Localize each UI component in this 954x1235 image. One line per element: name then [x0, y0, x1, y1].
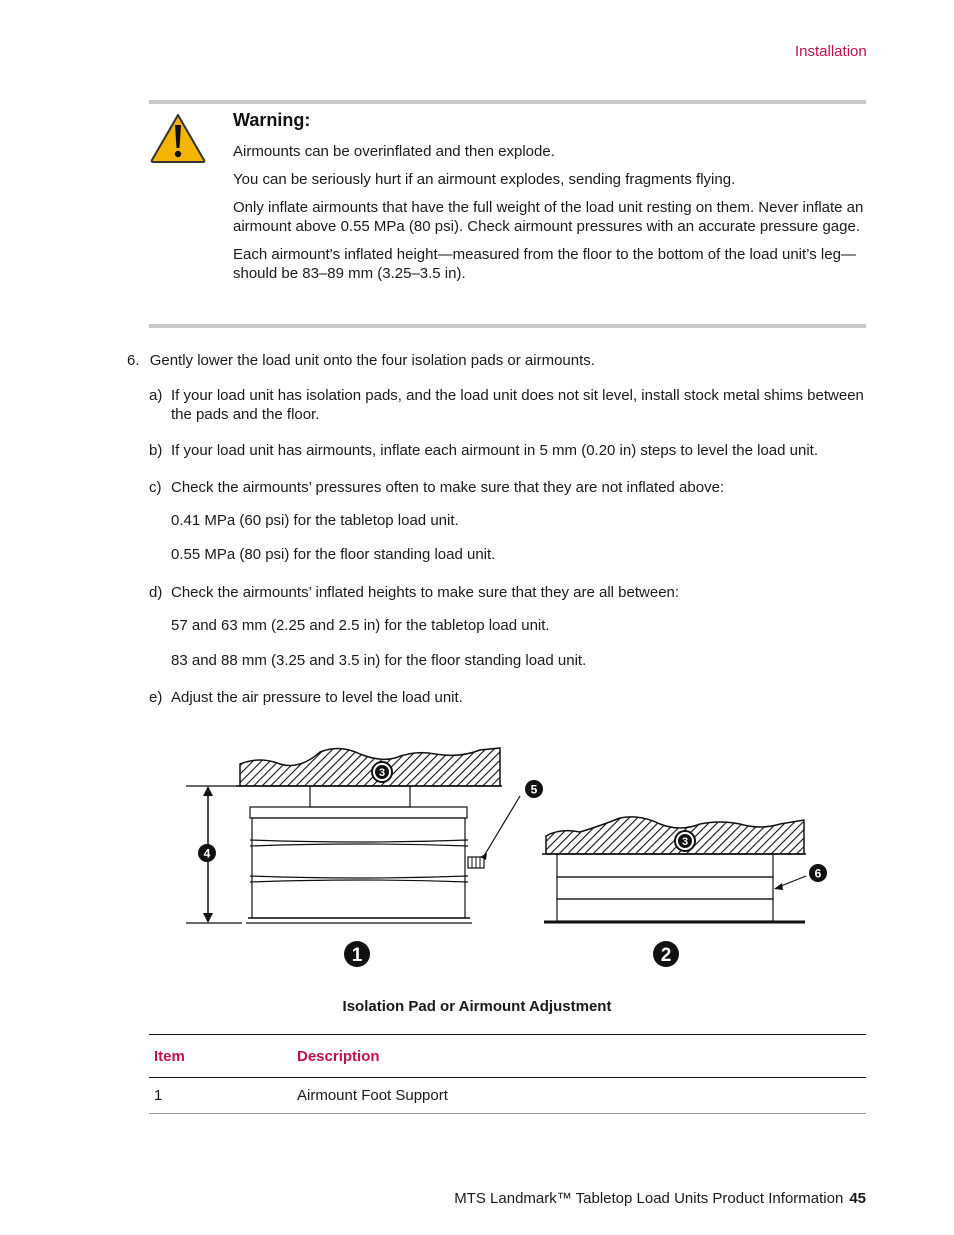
substep-c: [149, 478, 867, 497]
table-header-row: [149, 1035, 866, 1077]
callout-1: [344, 941, 370, 967]
airmount-foot-support-diagram: [186, 748, 520, 923]
callout-3: [675, 831, 695, 851]
warning-paragraph: Each airmount's inflated height—measured from the floor to the bottom of the load unit’s leg—should be 83–89 mm (3.25–3.5 in).: [233, 246, 856, 282]
substep-c-item: 0.55 MPa (80 psi) for the floor standing load unit.: [171, 546, 496, 563]
svg-text:3: 3: [378, 767, 386, 779]
table-row: [149, 1078, 866, 1113]
figure-caption: Isolation Pad or Airmount Adjustment: [342, 998, 612, 1015]
callout-4: [198, 844, 216, 862]
step-number: 6.: [127, 352, 140, 369]
substep-label: a): [149, 387, 163, 404]
page-number: 45: [849, 1190, 866, 1207]
substep-c-item: 0.41 MPa (60 psi) for the tabletop load unit.: [171, 512, 459, 529]
substep-label: c): [149, 479, 162, 496]
substep-e: [149, 688, 867, 707]
page-footer: [454, 1190, 866, 1207]
substep-label: e): [149, 689, 163, 706]
substep-text: If your load unit has isolation pads, and the load unit does not sit level, install stock metal shims between the pads and the floor.: [171, 387, 864, 423]
svg-text:2: 2: [660, 945, 672, 966]
table-cell-item: 1: [154, 1087, 163, 1104]
airmount-body: [252, 818, 465, 918]
table-bottom-rule: [149, 1113, 866, 1114]
substep-d: [149, 583, 867, 602]
svg-text:6: 6: [814, 866, 822, 881]
section-header: Installation: [795, 43, 867, 60]
leg-block: [310, 786, 410, 807]
svg-text:4: 4: [203, 846, 211, 861]
step-6: [127, 352, 595, 369]
footer-title: MTS Landmark™ Tabletop Load Units Product Information: [454, 1190, 844, 1207]
warning-title: Warning:: [233, 110, 311, 130]
table-cell-description: Airmount Foot Support: [297, 1087, 448, 1104]
svg-text:3: 3: [681, 836, 689, 848]
isolation-pad-diagram: [542, 817, 806, 922]
callout-6: [809, 864, 827, 882]
callout-5: [525, 780, 543, 798]
substep-d-item: 57 and 63 mm (2.25 and 2.5 in) for the tabletop load unit.: [171, 617, 550, 634]
warning-paragraph: You can be seriously hurt if an airmount explodes, sending fragments flying.: [233, 171, 736, 188]
warning-bottom-rule: [149, 324, 866, 328]
svg-text:1: 1: [351, 945, 363, 966]
airmount-adjustment-figure: [180, 740, 820, 980]
callout-3: [372, 762, 392, 782]
warning-paragraph: Only inflate airmounts that have the full weight of the load unit resting on them. Never inflate an airmount above 0.55 MPa (80 psi). Check airmount pressures with an accurate pressure gage.: [233, 199, 864, 235]
substep-a: [149, 386, 867, 424]
warning-icon: [149, 112, 207, 164]
load-unit-base-hatch: [546, 817, 804, 854]
substep-label: b): [149, 442, 163, 459]
warning-paragraph: Airmounts can be overinflated and then explode.: [233, 143, 555, 160]
isolation-pad: [557, 854, 773, 877]
substep-text: Adjust the air pressure to level the load unit.: [171, 689, 463, 706]
substep-text: If your load unit has airmounts, inflate each airmount in 5 mm (0.20 in) steps to level the load unit.: [171, 442, 819, 459]
warning-body: [233, 142, 873, 292]
substep-b: [149, 441, 867, 460]
column-header-description: Description: [297, 1048, 380, 1065]
substep-text: Check the airmounts’ pressures often to make sure that they are not inflated above:: [171, 479, 725, 496]
svg-text:5: 5: [530, 782, 538, 797]
step-text: Gently lower the load unit onto the four isolation pads or airmounts.: [149, 352, 595, 369]
warning-top-rule: [149, 100, 866, 104]
load-unit-base-hatch: [240, 748, 500, 786]
callout-2: [653, 941, 679, 967]
item-table: [149, 1034, 866, 1114]
leader-line: [484, 796, 520, 856]
column-header-item: Item: [154, 1048, 185, 1065]
substep-label: d): [149, 584, 163, 601]
substep-d-item: 83 and 88 mm (3.25 and 3.5 in) for the floor standing load unit.: [171, 652, 587, 669]
substep-text: Check the airmounts’ inflated heights to make sure that they are all between:: [171, 584, 680, 601]
